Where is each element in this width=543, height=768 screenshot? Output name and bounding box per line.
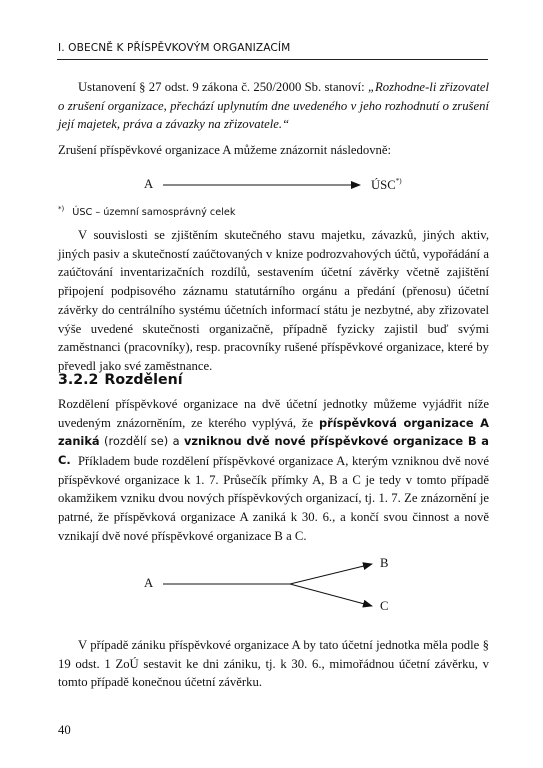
zaniku-paragraph: V případě zániku příspěvkové organizace A by tato účetní jednotka měla podle § 19 odst. 1 ZoÚ sestavit ke dni zániku, tj. k 30. 6., mimořádnou účetní závěrku, v tomto případě konečnou účetní závěrku. (58, 638, 489, 690)
footnote-marker: *) (58, 205, 65, 213)
diagram2-arrow-c (290, 584, 372, 606)
running-header: I. OBECNĚ K PŘÍSPĚVKOVÝM ORGANIZACÍM (58, 42, 291, 54)
diagram1-usc-text: ÚSC (371, 178, 396, 192)
rozdeleni-part1: Rozdělení příspěvkové organizace na dvě účetní jednotky můžeme vyjádřit níže uvedeným znázorněním, ze kterého vyplývá, že (58, 397, 489, 430)
diagram2-arrow-b (290, 564, 372, 584)
footnote-text: ÚSC – územní samosprávný celek (72, 207, 236, 218)
intro-lead: Ustanovení § 27 odst. 9 zákona č. 250/2000 Sb. stanoví: (78, 80, 368, 94)
rozdeleni-bold1: příspěvková organizace A zaniká (58, 415, 489, 449)
rozdeleni-bold2: vzniknou dvě nové příspěvkové organizace B a C. (58, 434, 489, 468)
zruseni-paragraph: Zrušení příspěvkové organizace A můžeme znázornit následovně: (58, 143, 392, 157)
diagram1-label-a: A (144, 177, 154, 191)
priklad-paragraph: Příkladem bude rozdělení příspěvkové organizace A, kterým vzniknou dvě nové příspěvkové organizace k 1. 7. Průsečík přímky A, B a C je tedy v tomto případě okamžikem vzniku dvou nových příspěvkových organizací, tj. 1. 7. Ze znázornění je patrné, že příspěvková organizace A zaniká k 30. 6., a končí svou činnost a nově vznikají dvě nové příspěvkové organizace B a C. (58, 454, 489, 543)
section-title: Rozdělení (104, 372, 183, 388)
rozdeleni-part2: (rozdělí se) a (99, 434, 184, 449)
diagram2-label-a: A (144, 576, 154, 590)
page-number: 40 (58, 723, 71, 737)
diagram2-label-c: C (380, 599, 389, 613)
section-number: 3.2.2 (58, 372, 99, 388)
diagram1-usc-marker: *) (395, 177, 402, 185)
intro-quote: „Rozhodne-li zřizovatel o zrušení organizace, přechází uplynutím dne uvedeného v jeho rozhodnutí o zrušení její majetek, práva a závazky na zřizovatele.“ (58, 80, 489, 132)
diagram2-label-b: B (380, 556, 389, 570)
souvislost-paragraph: V souvislosti se zjištěním skutečného stavu majetku, závazků, jiných aktiv, jiných pasiv a skutečností zaúčtovaných v knize podrozvahových účtů, vypořádání a zaúčtování inventarizačních rozdílů, sestavením účetní závěrky včetně zajištění připojení podpisového záznamu statutárního orgánu a předání (přenosu) účetní závěrky do centrálního systému účetních informací státu je nezbytné, aby zřizovatel výše uvedené skutečnosti organizačně, případně fyzicky zajistil buď svými zaměstnanci (pracovníky), resp. pracovníky rušené příspěvkové organizace, které by převedl jako své zaměstnance. (58, 228, 489, 373)
